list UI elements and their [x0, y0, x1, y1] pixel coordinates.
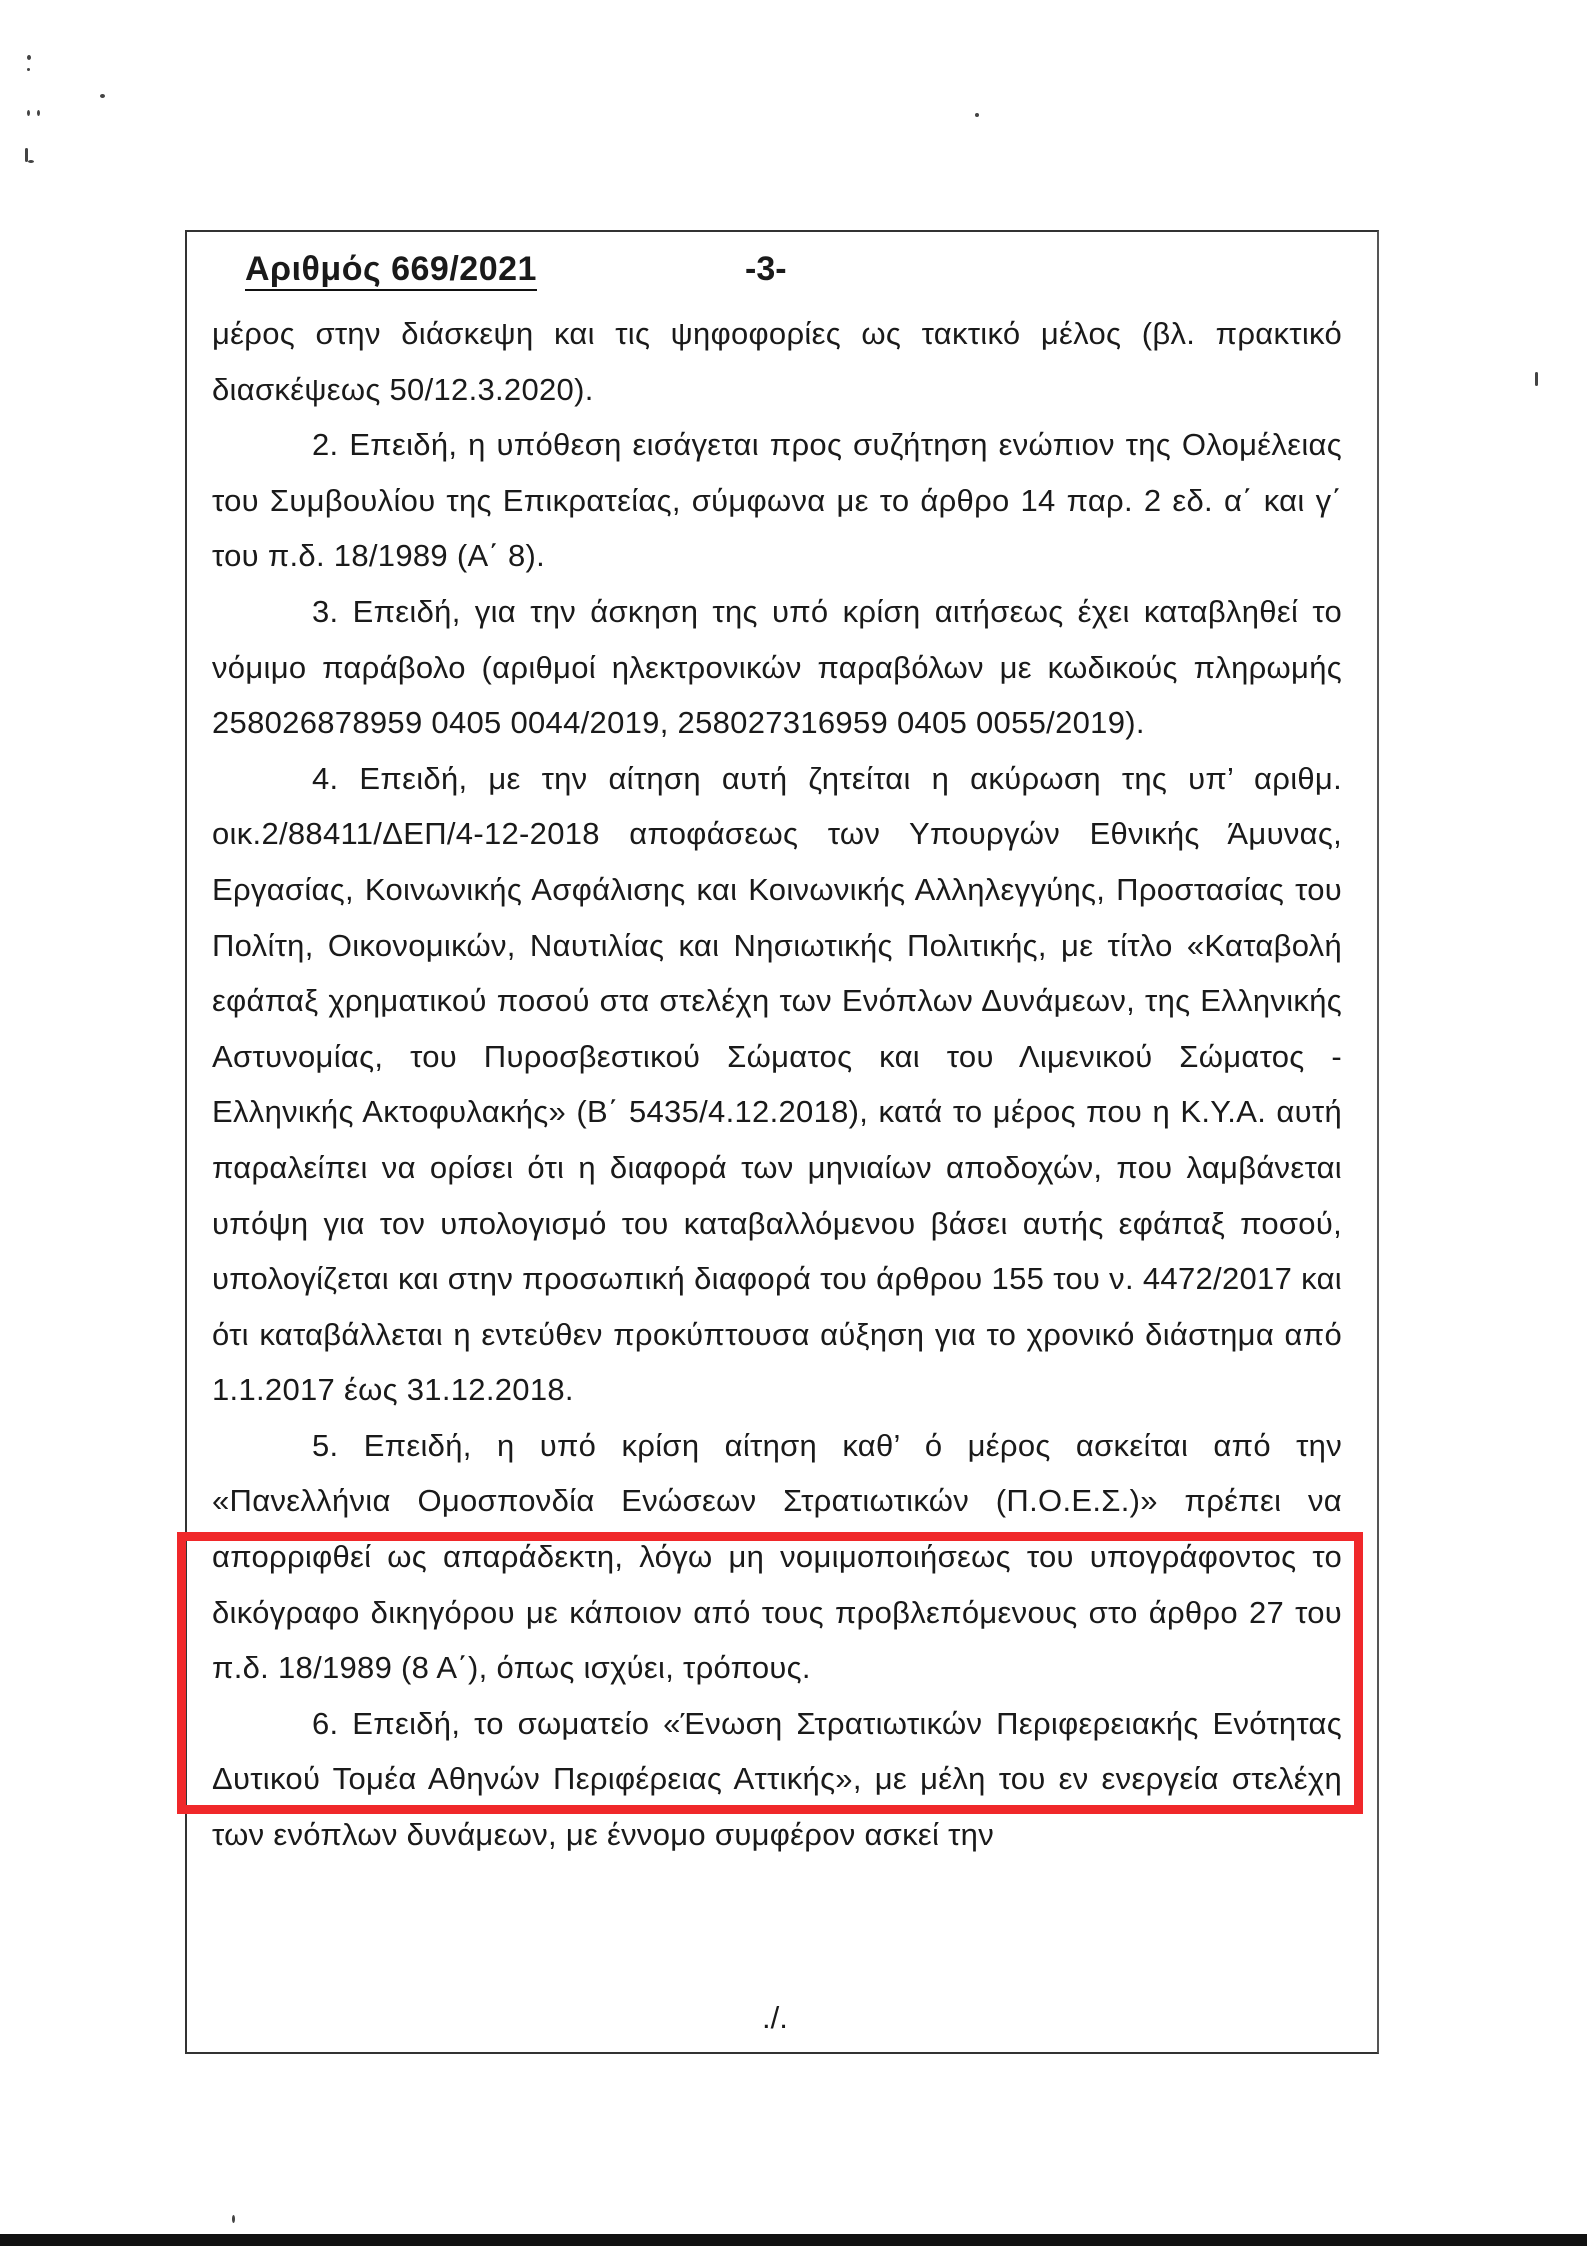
paragraph-5: 5. Επειδή, η υπό κρίση αίτηση καθ’ ό μέρος ασκείται από την «Πανελλήνια Ομοσπονδία Ενώσεων Στρατιωτικών (Π.Ο.Ε.Σ.)» πρέπει να απορριφθεί ως απαράδεκτη, λόγω μη νομιμοποιήσεως του υπογράφοντος το δικόγραφο δικηγόρου με κάποιον από τους προβλεπόμενους στο άρθρο 27 του π.δ. 18/1989 (8 Α΄), όπως ισχύει, τρόπους.: [212, 1427, 1342, 1686]
paragraph-continuation: μέρος στην διάσκεψη και τις ψηφοφορίες ως τακτικό μέλος (βλ. πρακτικό διασκέψεως 50/12.3.2020).: [212, 316, 1342, 407]
paragraph-6: 6. Επειδή, το σωματείο «Ένωση Στρατιωτικών Περιφερειακής Ενότητας Δυτικού Τομέα Αθηνών Περιφέρειας Αττικής», με μέλη του εν ενεργεία στελέχη των ενόπλων δυνάμεων, με έννομο συμφέρον ασκεί την: [212, 1705, 1342, 1853]
scan-speck: [975, 113, 979, 117]
paragraph-3: 3. Επειδή, για την άσκηση της υπό κρίση αιτήσεως έχει καταβληθεί το νόμιμο παράβολο (αριθμοί ηλεκτρονικών παραβόλων με κωδικούς πληρωμής 258026878959 0405 0044/2019, 258027316959 0405 0055/2019).: [212, 593, 1342, 741]
scan-speck: [27, 110, 30, 116]
continuation-mark: ./.: [762, 2000, 788, 2035]
paragraph-2: 2. Επειδή, η υπόθεση εισάγεται προς συζήτηση ενώπιον της Ολομέλειας του Συμβουλίου της Επικρατείας, σύμφωνα με το άρθρο 14 παρ. 2 εδ. α΄ και γ΄ του π.δ. 18/1989 (Α΄ 8).: [212, 427, 1342, 574]
highlight-annotation-box: [177, 1532, 1363, 1814]
scan-bottom-edge: [0, 2234, 1587, 2246]
scan-speck: [37, 110, 40, 116]
scan-speck: [1535, 372, 1538, 386]
paragraph-4: 4. Επειδή, με την αίτηση αυτή ζητείται η ακύρωση της υπ’ αριθμ. οικ.2/88411/ΔΕΠ/4-12-2018 αποφάσεως των Υπουργών Εθνικής Άμυνας, Εργασίας, Κοινωνικής Ασφάλισης και Κοινωνικής Αλληλεγγύης, Προστασίας του Πολίτη, Οικονομικών, Ναυτιλίας και Νησιωτικής Πολιτικής, με τίτλο «Καταβολή εφάπαξ χρηματικού ποσού στα στελέχη των Ενόπλων Δυνάμεων, της Ελληνικής Αστυνομίας, του Πυροσβεστικού Σώματος και του Λιμενικού Σώματος - Ελληνικής Ακτοφυλακής» (Β΄ 5435/4.12.2018), κατά το μέρος που η Κ.Υ.Α. αυτή παραλείπει να ορίσει ότι η διαφορά των μηνιαίων αποδοχών, που λαμβάνεται υπόψη για τον υπολογισμό του καταβαλλόμενου βάσει αυτής εφάπαξ ποσού, υπολογίζεται και στην προσωπική διαφορά του άρθρου 155 του ν. 4472/2017 και ότι καταβάλλεται η εντεύθεν προκύπτουσα αύξηση για το χρονικό διάστημα από 1.1.2017 έως 31.12.2018.: [212, 760, 1342, 1408]
scan-speck: [100, 94, 105, 98]
scan-speck: [27, 55, 31, 60]
scan-speck: [28, 160, 34, 163]
scan-speck: [27, 68, 30, 71]
decision-number: Αριθμός 669/2021: [245, 250, 537, 291]
page-number: -3-: [745, 250, 787, 288]
scan-speck: [232, 2215, 235, 2223]
